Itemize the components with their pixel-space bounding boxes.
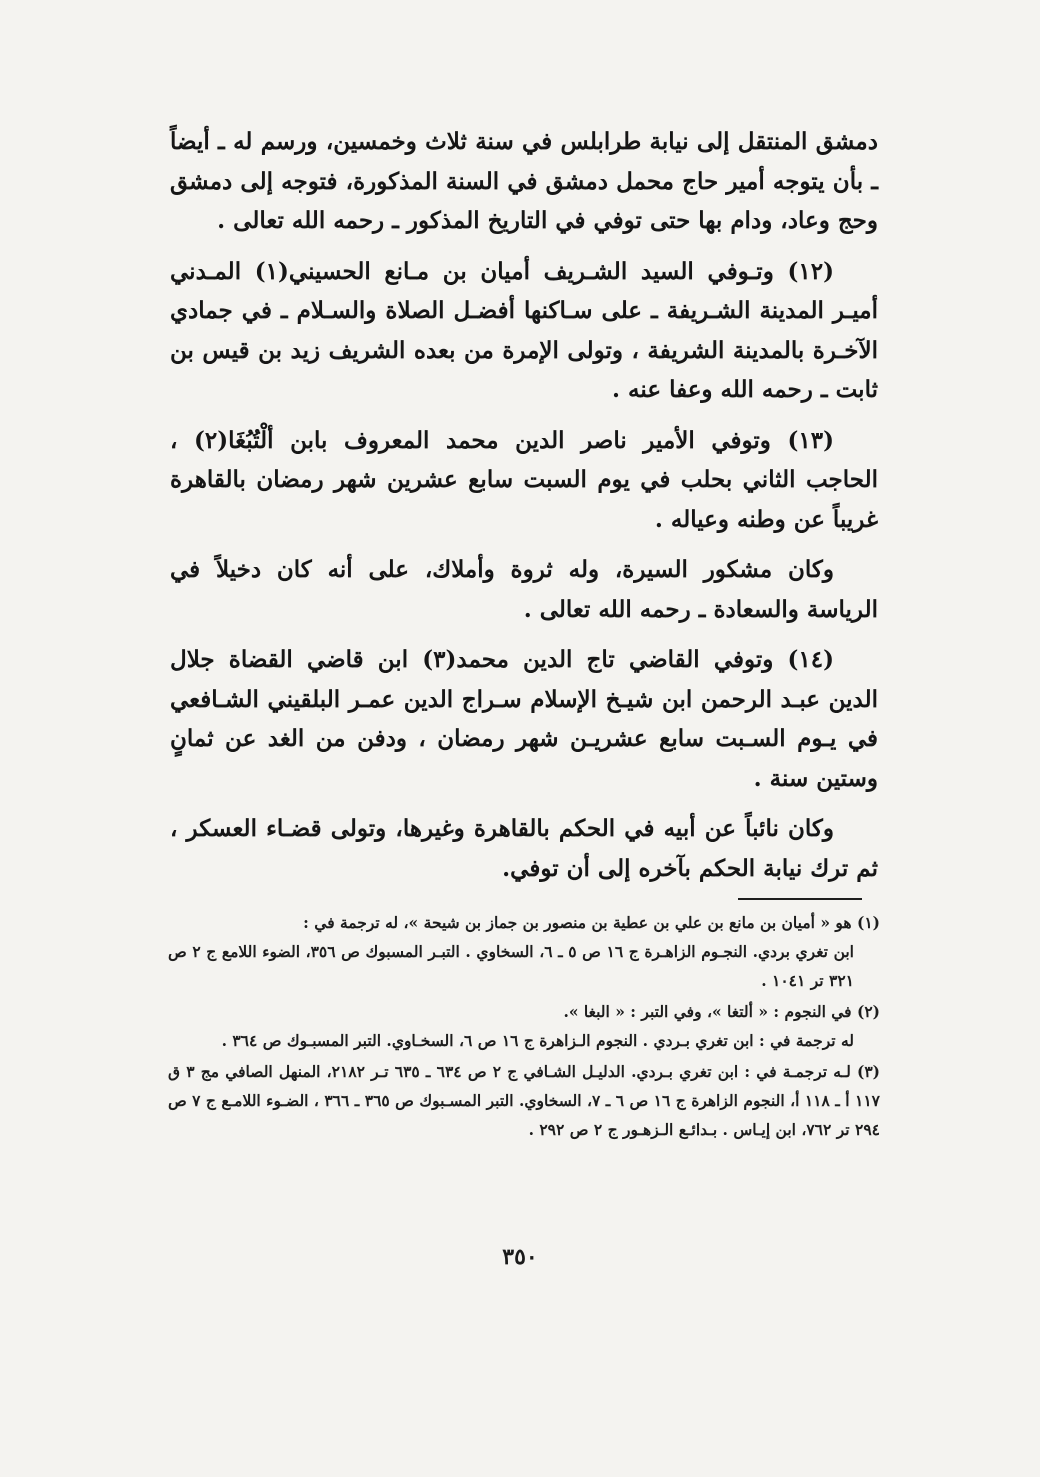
paragraph: (١٤) وتوفي القاضي تاج الدين محمد(٣) ابن قاضي القضاة جلال الدين عبـد الرحمن ابن شيـخ الإسلام سـراج الدين عمـر البلقيني الشـافعي في يـوم السـبت سابع عشريـن شهر رمضان ، ودفن من الغد عن ثمانٍ وستين سنة .: [170, 646, 878, 792]
footnote-first-line: (١) هو « أميان بن مانع بن علي بن عطية بن منصور بن جماز بن شيحة »، له ترجمة في :: [303, 913, 880, 932]
footnote-continuation: له ترجمة في : ابن تغري بـردي . النجوم الـزاهرة ج ١٦ ص ٦، السخـاوي. التبر المسبـوك ص ٣٦٤ .: [221, 1031, 854, 1050]
paragraph: وكان نائباً عن أبيه في الحكم بالقاهرة وغيرها، وتولى قضـاء العسكر ، ثم ترك نيابة الحكم بآخره إلى أن توفي.: [170, 815, 878, 882]
main-text: [170, 122, 878, 899]
footnote-first-line: (٣) لـه ترجمـة في : ابن تغري بـردي. الدليـل الشـافي ج ٢ ص ٦٣٤ ـ ٦٣٥ تـر ٢١٨٢، المنهل الصافي مج ٣ ق ١١٧ أ ـ ١١٨ أ، النجوم الزاهرة ج ١٦ ص ٦ ـ ٧، السخاوي. التبر المسـبوك ص ٣٦٥ ـ ٣٦٦ ، الضـوء اللامـع ج ٧ ص ٢٩٤ تر ٧٦٢، ابن إيـاس . بـدائـع الـزهـور ج ٢ ص ٢٩٢ .: [168, 1062, 880, 1139]
footnotes: [168, 908, 880, 1146]
footnote-continuation: ابن تغري بردي. النجـوم الزاهـرة ج ١٦ ص ٥ ـ ٦، السخاوي . التبـر المسبوك ص ٣٥٦، الضوء اللامع ج ٢ ص ٣٢١ تر ١٠٤١ .: [168, 942, 854, 990]
paragraph: دمشق المنتقل إلى نيابة طرابلس في سنة ثلاث وخمسين، ورسم له ـ أيضاً ـ بأن يتوجه أمير حاج محمل دمشق في السنة المذكورة، فتوجه إلى دمشق وحج وعاد، ودام بها حتى توفي في التاريخ المذكور ـ رحمه الله تعالى .: [170, 128, 878, 234]
footnote-first-line: (٢) في النجوم : « ألتغا »، وفي التبر : « البغا ».: [563, 1002, 880, 1021]
footnote-divider: [738, 898, 862, 900]
footnote: [168, 997, 880, 1055]
paragraph: وكان مشكور السيرة، وله ثروة وأملاك، على أنه كان دخيلاً في الرياسة والسعادة ـ رحمه الله تعالى .: [170, 556, 878, 623]
paragraph: (١٢) وتـوفي السيد الشـريف أميان بن مـانع الحسيني(١) المـدني أميـر المدينة الشـريفة ـ على سـاكنها أفضـل الصلاة والسـلام ـ في جمادي الآخـرة بالمدينة الشريفة ، وتولى الإمرة من بعده الشريف زيد بن قيس بن ثابت ـ رحمه الله وعفا عنه .: [170, 257, 878, 403]
footnote: [168, 1057, 880, 1144]
paragraph: (١٣) وتوفي الأمير ناصر الدين محمد المعروف بابن ألْتُبُغَا(٢) ، الحاجب الثاني بحلب في يوم السبت سابع عشرين شهر رمضان بالقاهرة غريباً عن وطنه وعياله .: [170, 426, 878, 533]
page-number: ٣٥٠: [502, 1244, 538, 1270]
footnote: [168, 908, 880, 995]
